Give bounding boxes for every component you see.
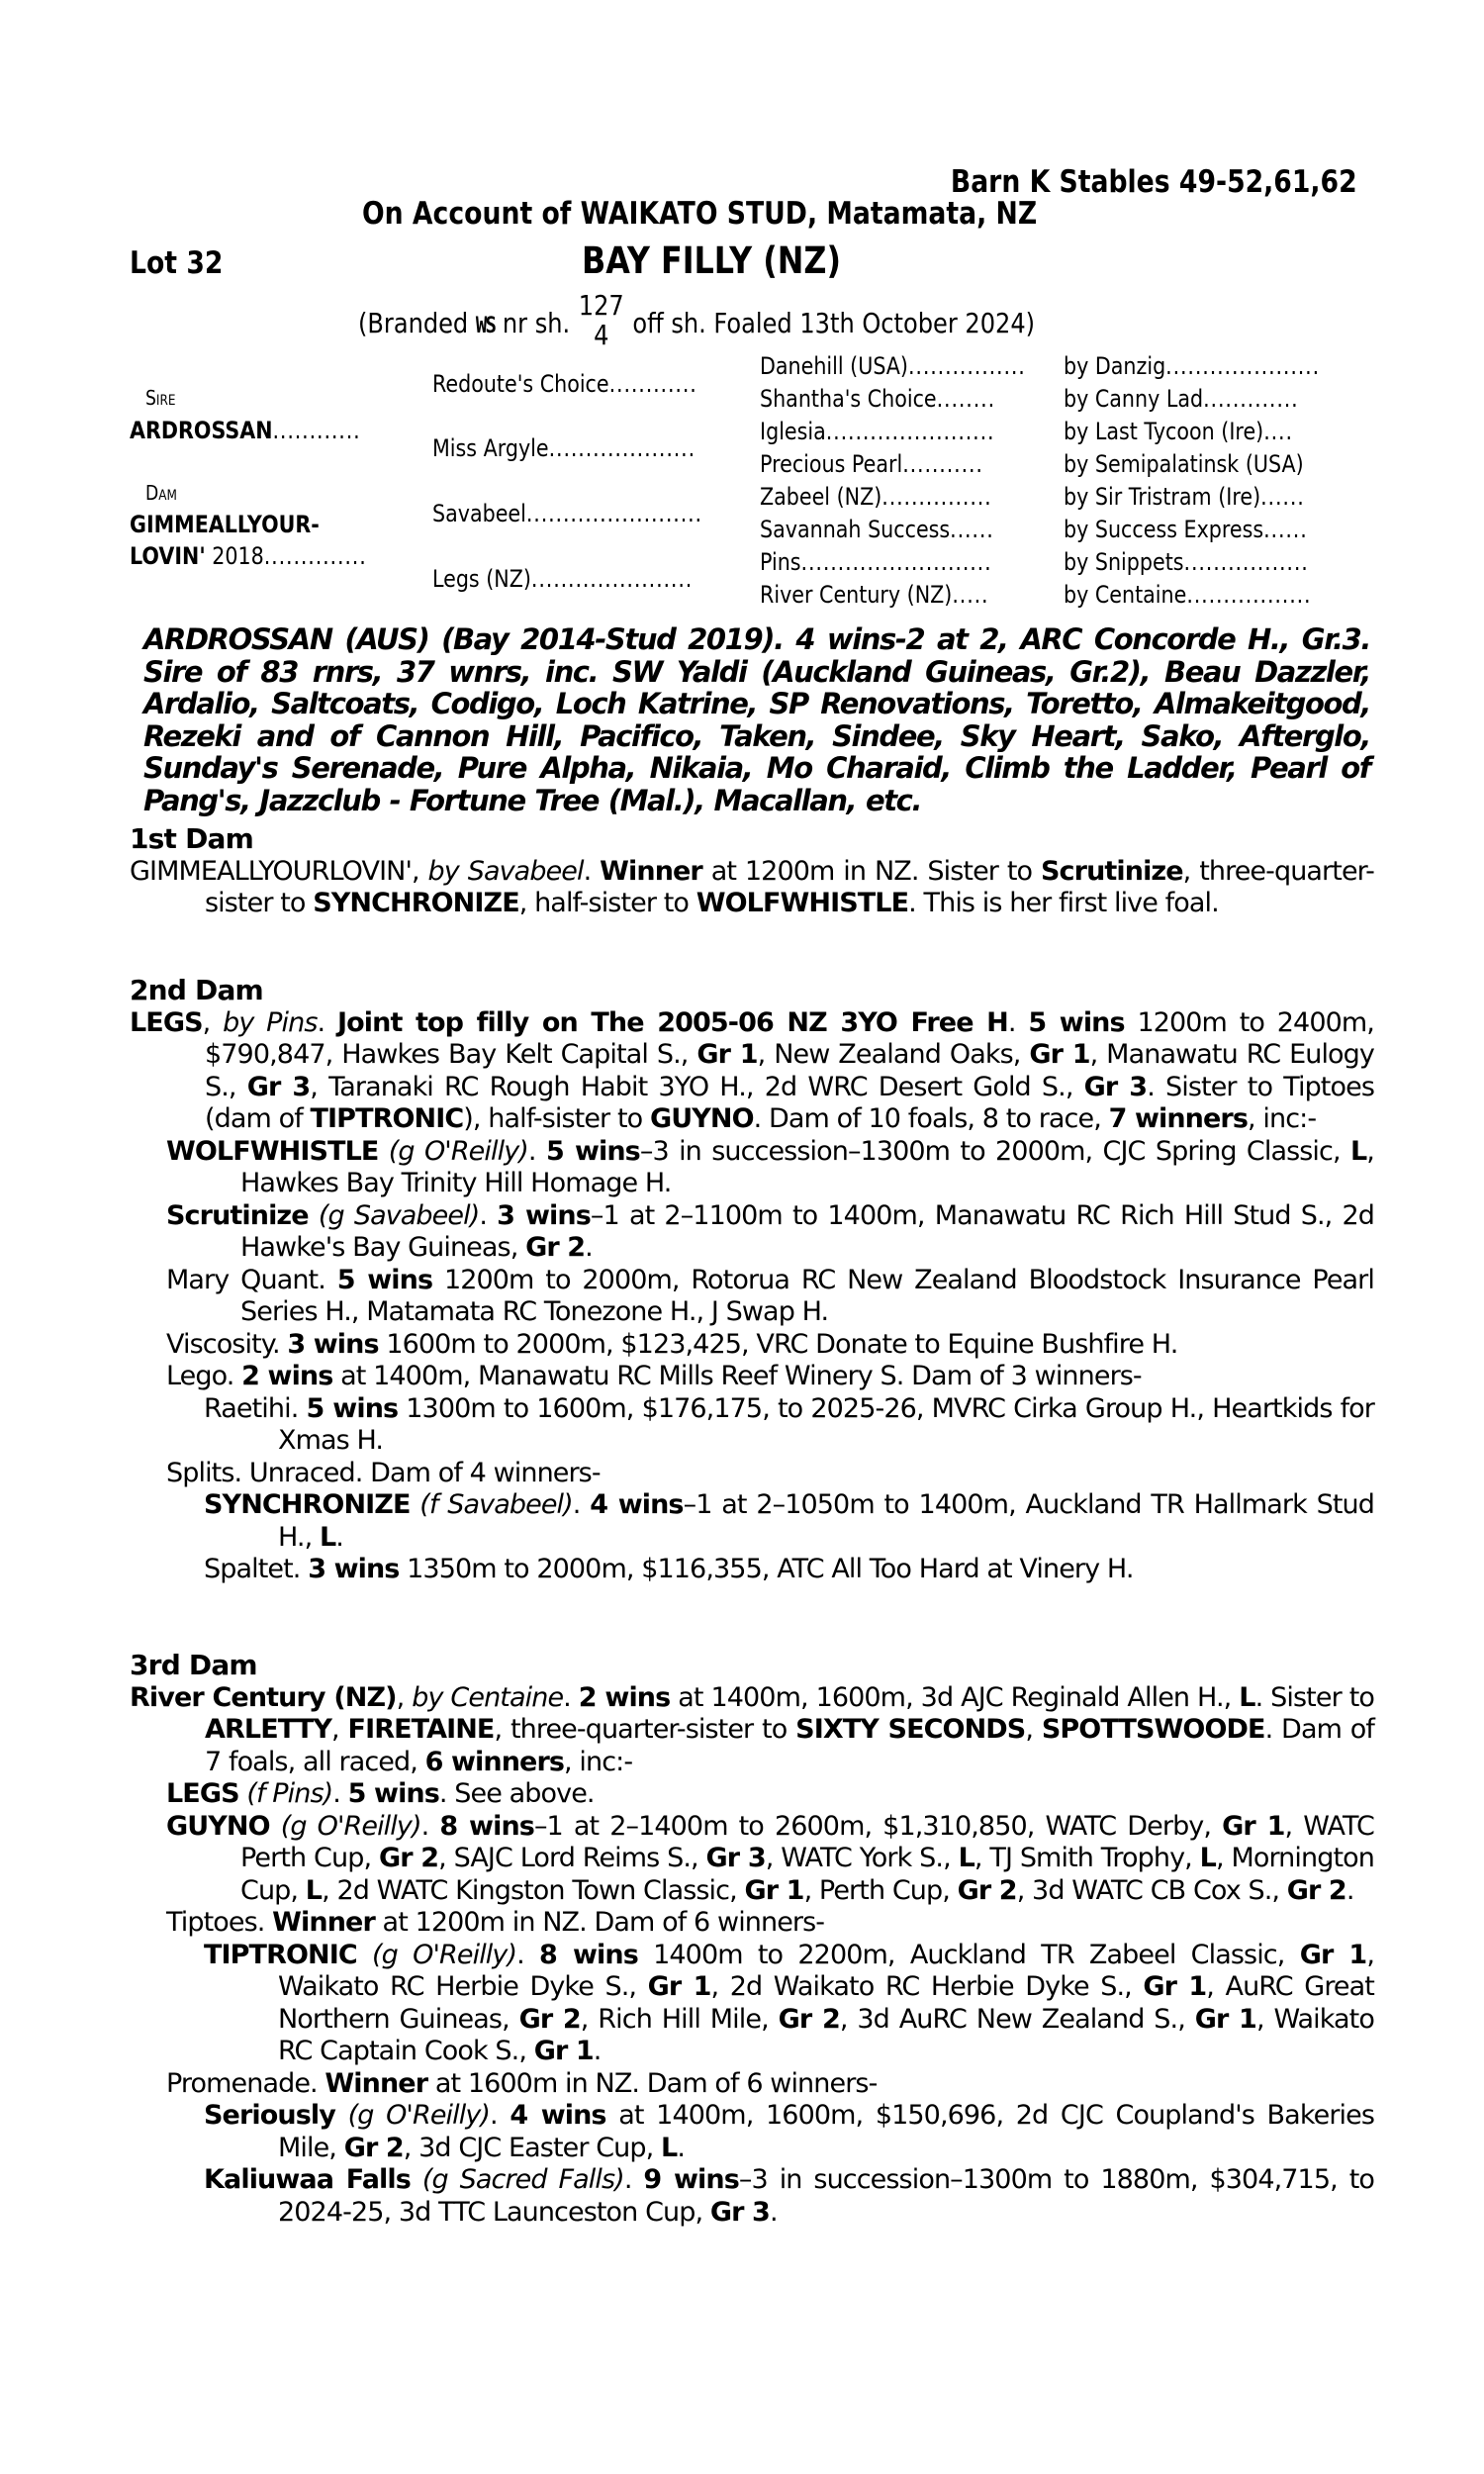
text-run: Gr 2 xyxy=(778,2003,840,2035)
text-run: Spaltet. xyxy=(204,1554,309,1584)
text-run: 4 wins xyxy=(510,2100,606,2131)
great-grandparent-sire xyxy=(1064,352,1320,380)
text-run: at 1400m, 1600m, $150,696, 2d CJC Coupland's Bakeries Mile, xyxy=(278,2100,1374,2163)
text-run: Gr 3 xyxy=(246,1071,311,1102)
text-run: , Perth Cup, xyxy=(803,1874,958,1906)
text-run: . xyxy=(1007,1006,1029,1038)
brand-number-bottom: 4 xyxy=(594,319,609,351)
third-dam-paragraph xyxy=(130,1682,1374,1779)
text-run: , Manawatu RC Eulogy S., xyxy=(205,1039,1374,1102)
text-run: SYNCHRONIZE xyxy=(313,888,519,918)
text-run: by Sir Tristram (Ire) xyxy=(1064,483,1261,511)
text-run: L xyxy=(1239,1681,1255,1713)
text-run: 4 wins xyxy=(590,1489,684,1520)
brand-prefix: (Branded xyxy=(358,307,476,339)
text-run: , Hawkes Bay Trinity Hill Homage H. xyxy=(240,1135,1374,1198)
text-run: ............... xyxy=(881,483,992,511)
text-run: Joint top filly on The 2005-06 NZ 3YO Free H xyxy=(336,1006,1008,1038)
produce-entry xyxy=(130,1361,1374,1393)
dam-year: 2018 xyxy=(212,542,264,570)
text-run: Savannah Success xyxy=(760,516,951,543)
text-run: at 1200m in NZ. Sister to xyxy=(701,855,1041,887)
text-run: Splits. Unraced. Dam of 4 winners- xyxy=(166,1457,601,1488)
great-grandparent-sire xyxy=(1064,581,1311,609)
text-run: . xyxy=(583,855,601,887)
first-dam-section xyxy=(130,823,1374,920)
text-run: . This is her first live foal. xyxy=(908,888,1219,918)
text-run: 2 wins xyxy=(241,1361,333,1391)
text-run: ), half-sister to xyxy=(463,1103,650,1134)
text-run: 1200m to 2000m, Rotorua RC New Zealand Bloodstock Insurance Pearl Series H., Matamata RC Tonezone H., J Swap H. xyxy=(240,1264,1374,1327)
text-run: , 2d WATC Kingston Town Classic, xyxy=(322,1874,745,1906)
second-dam-section xyxy=(130,975,1374,1586)
text-run: Scrutinize xyxy=(166,1199,309,1231)
second-dam-paragraph xyxy=(130,1007,1374,1136)
text-run: –3 in succession–1300m to 2000m, CJC Spring Classic, xyxy=(639,1135,1350,1167)
dam-dots: .............. xyxy=(263,542,367,570)
text-run: Gr 1 xyxy=(1194,2003,1256,2035)
text-run: at 1200m in NZ. Dam of 6 winners- xyxy=(374,1907,825,1938)
third-dam-section xyxy=(130,1650,1374,2229)
text-run: Iglesia xyxy=(760,418,826,445)
text-run: Gr 1 xyxy=(647,1971,711,2002)
text-run: ..................... xyxy=(1165,352,1321,380)
text-run: Gr 1 xyxy=(744,1874,804,1906)
text-run: Gr 1 xyxy=(533,2036,594,2066)
text-run: 3 wins xyxy=(308,1554,400,1584)
text-run: 8 wins xyxy=(439,1810,534,1842)
text-run: LEGS xyxy=(166,1778,239,1809)
text-run: GUYNO xyxy=(649,1103,754,1134)
text-run: Winner xyxy=(272,1907,375,1938)
text-run: ....................... xyxy=(825,418,995,445)
text-run: , Mornington Cup, xyxy=(240,1843,1374,1906)
text-run: Miss Argyle xyxy=(432,434,549,462)
text-run: , inc:- xyxy=(1248,1103,1317,1134)
brand-mark-icon: WS xyxy=(475,314,496,338)
text-run: . xyxy=(585,1232,593,1263)
text-run: ........ xyxy=(936,385,995,413)
text-run: by Snippets xyxy=(1064,548,1184,576)
text-run: , Taranaki RC Rough Habit 3YO H., 2d WRC Desert Gold S., xyxy=(310,1071,1084,1102)
dam-name-line2 xyxy=(130,542,367,570)
text-run: WOLFWHISTLE xyxy=(166,1135,379,1167)
text-run: , WATC York S., xyxy=(765,1843,959,1873)
dam-name-line1: GIMMEALLYOUR- xyxy=(130,511,320,538)
text-run: ............. xyxy=(1203,385,1299,413)
text-run: , 3d CJC Easter Cup, xyxy=(403,2132,662,2163)
text-run: . Sister to Tiptoes (dam of xyxy=(205,1071,1374,1134)
text-run: ............ xyxy=(608,370,697,398)
text-run: Tiptoes. xyxy=(166,1907,273,1938)
text-run: –1 at 2–1050m to 1400m, Auckland TR Hallmark Stud H., xyxy=(278,1489,1375,1553)
great-grandparent xyxy=(760,516,994,543)
sire-name xyxy=(130,417,361,444)
produce-entry xyxy=(130,1393,1374,1458)
text-run: Mary Quant. xyxy=(166,1264,337,1295)
text-run: ................ xyxy=(907,352,1026,380)
great-grandparent xyxy=(760,385,995,413)
text-run: , xyxy=(396,1681,413,1713)
sire-name-text: ARDROSSAN xyxy=(130,417,273,444)
great-grandparent xyxy=(760,483,992,511)
text-run: , Waikato RC Captain Cook S., xyxy=(278,2003,1374,2066)
dam-label: Dam xyxy=(145,481,177,505)
produce-entry xyxy=(130,2100,1374,2164)
text-run: .......................... xyxy=(800,548,992,576)
produce-entry xyxy=(130,1778,1374,1811)
produce-entry xyxy=(130,1265,1374,1329)
text-run: SIXTY SECONDS xyxy=(795,1714,1026,1745)
text-run: by Centaine xyxy=(1064,581,1187,609)
produce-entry xyxy=(130,2068,1374,2101)
text-run: Raetihi. xyxy=(204,1392,307,1424)
text-run: . xyxy=(335,1521,343,1553)
text-run: , three-quarter-sister to xyxy=(205,855,1374,918)
text-run: , three-quarter-sister to xyxy=(494,1714,796,1745)
text-run: , xyxy=(1025,1714,1042,1745)
text-run: . Dam of 7 foals, all raced, xyxy=(205,1714,1375,1777)
first-dam-paragraph xyxy=(130,856,1374,920)
text-run: L xyxy=(958,1843,974,1873)
text-run: Gr 1 xyxy=(1029,1039,1090,1070)
text-run: , inc:- xyxy=(564,1746,633,1777)
text-run: TIPTRONIC xyxy=(310,1103,464,1134)
produce-entry xyxy=(130,1489,1374,1554)
text-run: ...... xyxy=(1260,483,1305,511)
text-run: . xyxy=(490,2100,510,2131)
brand-mid: nr sh. xyxy=(495,307,571,339)
text-run: ..... xyxy=(952,581,989,609)
text-run: (g Savabeel) xyxy=(318,1199,480,1231)
text-run: 2 wins xyxy=(578,1681,671,1713)
text-run: River Century (NZ) xyxy=(130,1681,397,1713)
text-run: (g O'Reilly) xyxy=(347,2100,491,2131)
great-grandparent xyxy=(760,450,983,478)
grandparent xyxy=(432,500,702,527)
great-grandparent-sire xyxy=(1064,548,1309,576)
text-run: , Waikato RC Herbie Dyke S., xyxy=(278,1939,1374,2002)
text-run: 9 wins xyxy=(643,2164,739,2195)
text-run: SPOTTSWOODE xyxy=(1041,1714,1265,1745)
text-run: 5 wins xyxy=(336,1264,433,1295)
text-run: . xyxy=(572,1489,591,1520)
text-run: , SAJC Lord Reims S., xyxy=(438,1843,706,1873)
text-run: by Danzig xyxy=(1064,352,1166,380)
text-run: . Dam of 10 foals, 8 to race, xyxy=(753,1103,1109,1134)
text-run: , xyxy=(202,1006,224,1038)
text-run: Shantha's Choice xyxy=(760,385,937,413)
text-run: at 1400m, Manawatu RC Mills Reef Winery S. Dam of 3 winners- xyxy=(332,1361,1142,1391)
text-run: SYNCHRONIZE xyxy=(204,1489,411,1520)
text-run: . xyxy=(769,2196,778,2228)
text-run: by Centaine xyxy=(412,1681,564,1713)
text-run: by Last Tycoon (Ire) xyxy=(1064,418,1264,445)
text-run: –1 at 2–1100m to 1400m, Manawatu RC Rich Hill Stud S., 2d Hawke's Bay Guineas, xyxy=(240,1199,1375,1263)
text-run: Gr 2 xyxy=(957,1874,1017,1906)
text-run: (g Sacred Falls) xyxy=(421,2164,624,2195)
produce-entry xyxy=(130,1200,1374,1265)
text-run: GIMMEALLYOURLOVIN', xyxy=(130,855,428,887)
text-run: . xyxy=(593,2036,602,2066)
text-run: Redoute's Choice xyxy=(432,370,609,398)
vendor-account: On Account of WAIKATO STUD, Matamata, NZ xyxy=(362,196,1038,232)
text-run: , 3d AuRC New Zealand S., xyxy=(839,2003,1195,2035)
text-run: by Canny Lad xyxy=(1064,385,1204,413)
text-run: Gr 2 xyxy=(343,2132,404,2163)
text-run: ................. xyxy=(1186,581,1312,609)
text-run: 5 wins xyxy=(306,1392,399,1424)
text-run: Scrutinize xyxy=(1041,855,1183,887)
text-run: Winner xyxy=(600,855,702,887)
text-run: 1200m to 2400m, $790,847, Hawkes Bay Kelt Capital S., xyxy=(205,1006,1374,1070)
text-run: ................. xyxy=(1183,548,1309,576)
text-run: Kaliuwaa Falls xyxy=(204,2164,411,2195)
text-run: Gr 3 xyxy=(709,2196,770,2228)
text-run: –3 in succession–1300m to 1880m, $304,715, to 2024-25, 3d TTC Launceston Cup, xyxy=(278,2164,1375,2228)
sire-dots: ............ xyxy=(272,417,361,444)
produce-entry xyxy=(130,1554,1374,1586)
text-run: Savabeel xyxy=(432,500,526,527)
produce-entry xyxy=(130,1940,1374,2068)
text-run: .................... xyxy=(548,434,696,462)
text-run: 8 wins xyxy=(539,1939,638,1970)
text-run: , 2d Waikato RC Herbie Dyke S., xyxy=(710,1971,1144,2002)
text-run: Gr 1 xyxy=(1143,1971,1207,2002)
great-grandparent-sire xyxy=(1064,516,1308,543)
text-run: . xyxy=(516,1939,540,1970)
text-run: . xyxy=(563,1681,579,1713)
text-run: Viscosity. xyxy=(166,1328,288,1360)
text-run: Gr 1 xyxy=(696,1039,758,1070)
great-grandparent-sire xyxy=(1064,385,1299,413)
text-run: Legs (NZ) xyxy=(432,565,531,593)
text-run: by Semipalatinsk (USA) xyxy=(1064,450,1304,478)
grandparent xyxy=(432,565,693,593)
text-run: L xyxy=(305,1874,323,1906)
lot-number: Lot 32 xyxy=(130,245,224,281)
text-run: FIRETAINE xyxy=(347,1714,495,1745)
text-run: . xyxy=(527,1135,546,1167)
text-run: ........... xyxy=(902,450,983,478)
text-run: (g O'Reilly) xyxy=(280,1810,421,1842)
section-heading: 1st Dam xyxy=(130,822,253,855)
text-run: Zabeel (NZ) xyxy=(760,483,882,511)
produce-entry xyxy=(130,1907,1374,1940)
great-grandparent xyxy=(760,418,994,445)
text-run: Gr 1 xyxy=(1299,1939,1367,1970)
text-run: Danehill (USA) xyxy=(760,352,908,380)
text-run: , AuRC Great Northern Guineas, xyxy=(278,1971,1374,2035)
text-run: (f Pins) xyxy=(246,1778,333,1809)
great-grandparent xyxy=(760,581,988,609)
produce-entry xyxy=(130,1329,1374,1362)
text-run: ARLETTY xyxy=(205,1714,332,1745)
sire-label: Sire xyxy=(145,386,176,410)
text-run: 6 winners xyxy=(424,1746,565,1777)
text-run: L xyxy=(1199,1843,1216,1873)
text-run: . xyxy=(332,1778,348,1809)
section-heading: 3rd Dam xyxy=(130,1649,257,1681)
text-run: . xyxy=(623,2164,644,2195)
text-run: at 1400m, 1600m, 3d AJC Reginald Allen H., xyxy=(670,1681,1240,1713)
brand-suffix: off sh. Foaled 13th October 2024) xyxy=(632,307,1036,339)
produce-entry xyxy=(130,1458,1374,1490)
text-run: GUYNO xyxy=(166,1810,270,1842)
text-run: ...... xyxy=(950,516,994,543)
text-run: 1600m to 2000m, $123,425, VRC Donate to Equine Bushfire H. xyxy=(378,1328,1178,1360)
text-run: TIPTRONIC xyxy=(204,1939,357,1970)
text-run: 5 wins xyxy=(1028,1006,1125,1038)
text-run: 1400m to 2200m, Auckland TR Zabeel Classic, xyxy=(637,1939,1300,1970)
text-run: , New Zealand Oaks, xyxy=(757,1039,1030,1070)
text-run: Gr 3 xyxy=(1083,1071,1148,1102)
text-run: by Success Express xyxy=(1064,516,1264,543)
text-run: , half-sister to xyxy=(518,888,696,918)
text-run: ...................... xyxy=(530,565,694,593)
text-run: . See above. xyxy=(438,1778,595,1809)
text-run: . xyxy=(479,1199,498,1231)
text-run: ...... xyxy=(1263,516,1308,543)
text-run: L xyxy=(661,2132,678,2163)
text-run: . Sister to xyxy=(1254,1681,1375,1713)
text-run: River Century (NZ) xyxy=(760,581,953,609)
text-run: Gr 2 xyxy=(1286,1874,1346,1906)
text-run: , WATC Perth Cup, xyxy=(240,1810,1374,1873)
great-grandparent-sire xyxy=(1064,483,1305,511)
text-run: WOLFWHISTLE xyxy=(696,888,909,918)
text-run: (g O'Reilly) xyxy=(388,1135,528,1167)
text-run: Gr 2 xyxy=(518,2003,581,2035)
text-run: Winner xyxy=(325,2067,428,2099)
text-run: L xyxy=(1349,1135,1367,1167)
text-run: ........................ xyxy=(525,500,702,527)
text-run: L xyxy=(319,1521,336,1553)
brand-number xyxy=(579,291,624,350)
sire-summary: ARDROSSAN (AUS) (Bay 2014-Stud 2019). 4 wins-2 at 2, ARC Concorde H., Gr.3. Sire of 83 rnrs, 37 wnrs, inc. SW Yaldi (Auckland Guineas, Gr.2), Beau Dazzler, Ardalio, Saltcoats, Codigo, Loch Katrine, SP Renovations, Toretto, Almakeitgood, Rezeki and of Cannon Hill, Pacifico, Taken, Sindee, Sky Heart, Sako, Afterglo, Sunday's Serenade, Pure Alpha, Nikaia, Mo Charaid, Climb the Ladder, Pearl of Pang's, Jazzclub - Fortune Tree (Mal.), Macallan, etc. xyxy=(143,622,1370,817)
text-run: Gr 3 xyxy=(705,1843,766,1873)
text-run: 3 wins xyxy=(497,1199,591,1231)
text-run: LEGS xyxy=(130,1006,203,1038)
stables-location: Barn K Stables 49-52,61,62 xyxy=(951,164,1357,200)
text-run: Precious Pearl xyxy=(760,450,903,478)
text-run: by Pins xyxy=(223,1006,318,1038)
text-run: Gr 1 xyxy=(1222,1810,1285,1842)
text-run: by Savabeel xyxy=(427,855,584,887)
brand-number-top: 127 xyxy=(578,289,624,322)
produce-entry xyxy=(130,2164,1374,2229)
great-grandparent xyxy=(760,548,992,576)
text-run: 7 winners xyxy=(1108,1103,1249,1134)
dam-name-text: LOVIN' xyxy=(130,542,206,570)
text-run: 5 wins xyxy=(347,1778,439,1809)
text-run: . xyxy=(677,2132,686,2163)
text-run: . xyxy=(1345,1874,1354,1906)
text-run: at 1600m in NZ. Dam of 6 winners- xyxy=(427,2067,878,2099)
text-run: .... xyxy=(1263,418,1293,445)
produce-entry xyxy=(130,1136,1374,1200)
text-run: . xyxy=(317,1006,337,1038)
text-run: , TJ Smith Trophy, xyxy=(974,1843,1200,1873)
text-run: Gr 2 xyxy=(525,1232,586,1263)
great-grandparent-sire xyxy=(1064,418,1293,445)
text-run: Seriously xyxy=(204,2100,335,2131)
text-run: –1 at 2–1400m to 2600m, $1,310,850, WATC Derby, xyxy=(533,1810,1223,1842)
horse-title: BAY FILLY (NZ) xyxy=(582,239,842,282)
grandparent xyxy=(432,370,697,398)
grandparent xyxy=(432,434,696,462)
text-run: (f Savabeel) xyxy=(419,1489,573,1520)
brand-foaling-line xyxy=(358,289,1036,354)
text-run: 5 wins xyxy=(545,1135,640,1167)
text-run: , xyxy=(331,1714,348,1745)
text-run: Gr 2 xyxy=(378,1843,439,1873)
text-run: . xyxy=(420,1810,440,1842)
text-run: Promenade. xyxy=(166,2067,325,2099)
great-grandparent-sire xyxy=(1064,450,1304,478)
text-run: , Rich Hill Mile, xyxy=(580,2003,779,2035)
text-run: Lego. xyxy=(166,1361,242,1391)
produce-entry xyxy=(130,1811,1374,1908)
text-run: , 3d WATC CB Cox S., xyxy=(1016,1874,1287,1906)
text-run: 3 wins xyxy=(287,1328,379,1360)
text-run: (g O'Reilly) xyxy=(372,1939,517,1970)
text-run: 1300m to 1600m, $176,175, to 2025-26, MVRC Cirka Group H., Heartkids for Xmas H. xyxy=(278,1392,1374,1456)
section-heading: 2nd Dam xyxy=(130,974,263,1006)
text-run: 1350m to 2000m, $116,355, ATC All Too Hard at Vinery H. xyxy=(399,1554,1134,1584)
great-grandparent xyxy=(760,352,1026,380)
text-run: Pins xyxy=(760,548,801,576)
